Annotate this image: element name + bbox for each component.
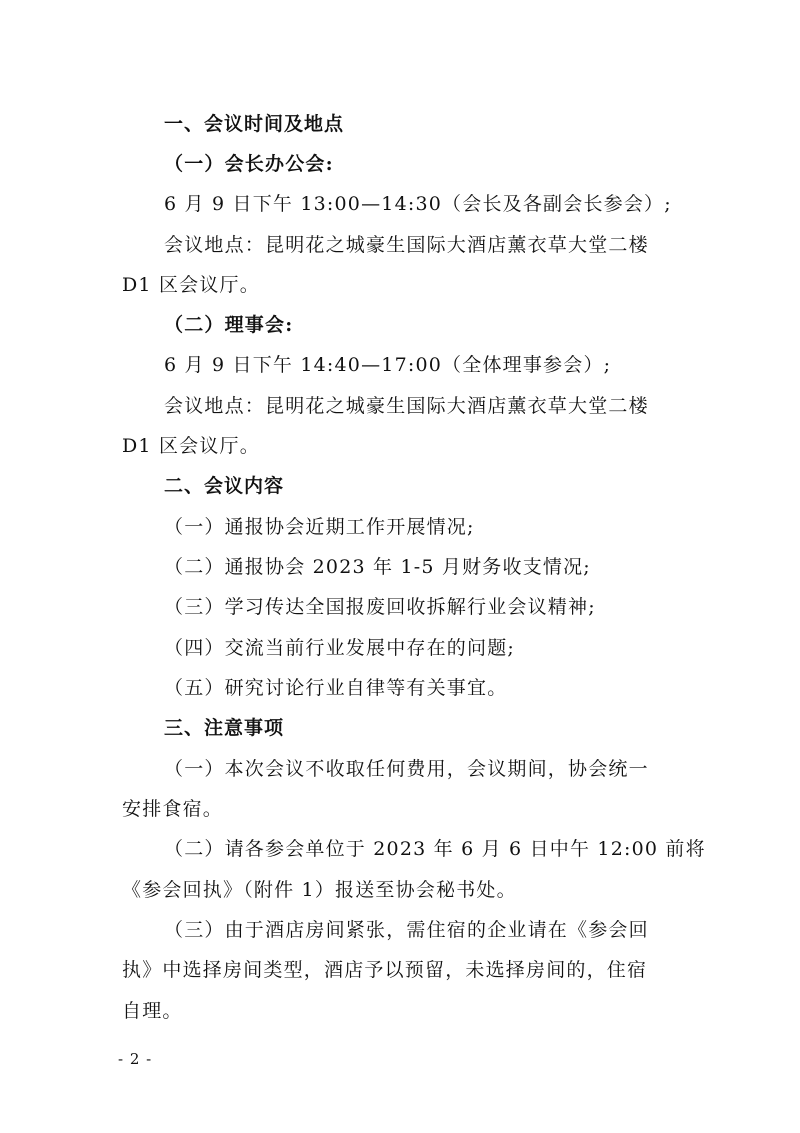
paragraph-line: （三）由于酒店房间紧张，需住宿的企业请在《参会回	[164, 919, 649, 941]
list-item: （一）通报协会近期工作开展情况;	[164, 516, 475, 538]
section-heading-1: 一、会议时间及地点	[164, 113, 345, 135]
subsection-heading-1: （一）会长办公会:	[164, 153, 334, 175]
paragraph-line: 会议地点：昆明花之城豪生国际大酒店薰衣草大堂二楼	[164, 234, 649, 256]
paragraph-line: 执》中选择房间类型，酒店予以预留，未选择房间的，住宿	[122, 959, 648, 981]
section-heading-2: 二、会议内容	[164, 475, 285, 497]
list-item: （三）学习传达全国报废回收拆解行业会议精神;	[164, 596, 596, 618]
list-item: （五）研究讨论行业自律等有关事宜。	[164, 677, 508, 699]
paragraph-line: 6 月 9 日下午 13:00—14:30（会长及各副会长参会）;	[164, 193, 672, 215]
section-heading-3: 三、注意事项	[164, 717, 285, 739]
paragraph-line: 自理。	[122, 1000, 183, 1022]
paragraph-line: （二）请各参会单位于 2023 年 6 月 6 日中午 12:00 前将	[164, 838, 706, 860]
page-number: - 2 -	[118, 1050, 153, 1068]
paragraph-line: 《参会回执》（附件 1）报送至协会秘书处。	[122, 879, 517, 901]
paragraph-line: D1 区会议厅。	[122, 435, 260, 457]
list-item: （二）通报协会 2023 年 1-5 月财务收支情况;	[164, 556, 591, 578]
paragraph-line: （一）本次会议不收取任何费用，会议期间，协会统一	[164, 758, 649, 780]
list-item: （四）交流当前行业发展中存在的问题;	[164, 637, 516, 659]
paragraph-line: D1 区会议厅。	[122, 274, 260, 296]
subsection-heading-2: （二）理事会:	[164, 314, 294, 336]
paragraph-line: 6 月 9 日下午 14:40—17:00（全体理事参会）;	[164, 354, 612, 376]
paragraph-line: 安排食宿。	[122, 798, 224, 820]
paragraph-line: 会议地点：昆明花之城豪生国际大酒店薰衣草大堂二楼	[164, 395, 649, 417]
